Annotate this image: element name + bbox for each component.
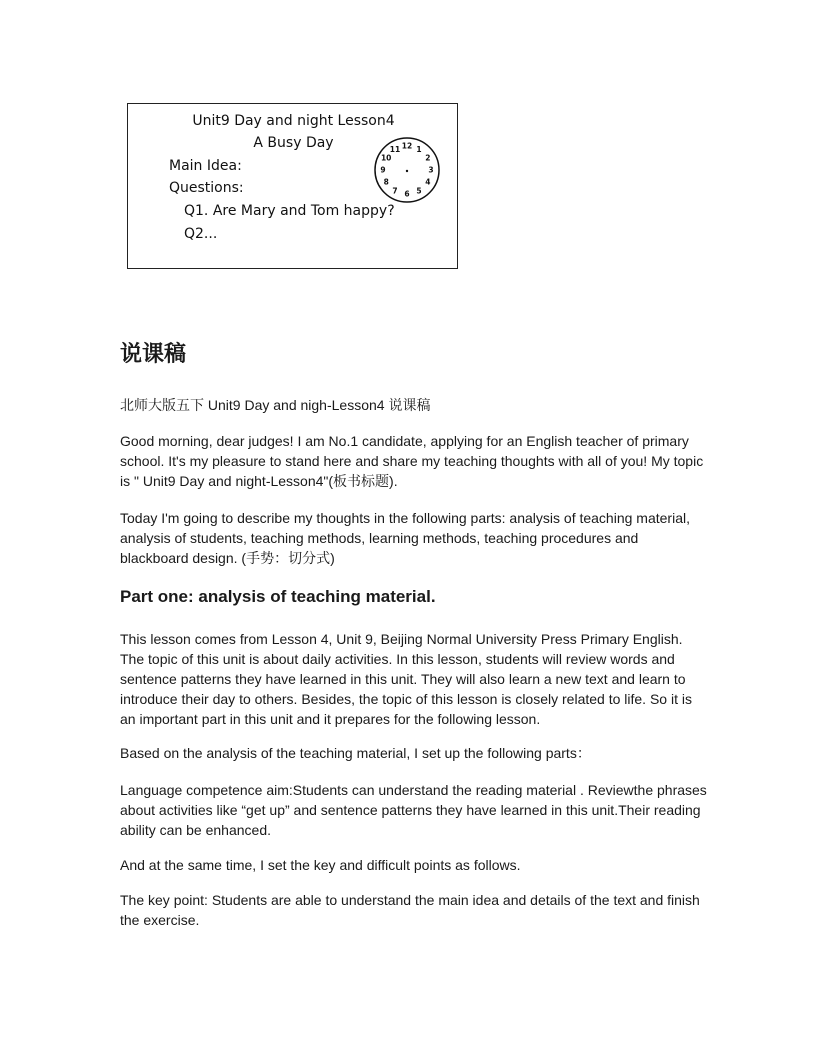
material-paragraph: This lesson comes from Lesson 4, Unit 9, Beijing Normal University Press Primary English. The topic of this unit is about daily activities. In this lesson, students will review words and sentence patterns they have learned in this unit. They will also learn a new text and learn to introduce their day to others. Besides, the topic of this lesson is closely related to life. So it is an important part in this unit and it prepares for the following lesson. [120, 631, 692, 727]
clock-number: 4 [425, 177, 431, 187]
board-main-idea: Main Idea: [169, 158, 242, 174]
document-subtitle: 北师大版五下 Unit9 Day and nigh-Lesson4 说课稿 [120, 397, 431, 413]
setup-paragraph: Based on the analysis of the teaching material, I set up the following parts： [120, 745, 591, 761]
clock-number: 7 [392, 186, 398, 196]
board-question-1: Q1. Are Mary and Tom happy? [184, 203, 395, 219]
intro-paragraph: Good morning, dear judges! I am No.1 candidate, applying for an English teacher of primary school. It's my pleasure to stand here and share my teaching thoughts with all of you! My topic is " Unit9 Day and night-Lesson4"(板书标题). [120, 433, 704, 489]
clock-number: 6 [404, 189, 410, 199]
key-points-intro: And at the same time, I set the key and difficult points as follows. [120, 857, 521, 873]
clock-number: 12 [401, 141, 413, 151]
board-subtitle: A Busy Day [253, 135, 334, 151]
clock-number: 5 [416, 186, 422, 196]
key-point-paragraph: The key point: Students are able to understand the main idea and details of the text and finish the exercise. [120, 892, 700, 928]
page-title: 说课稿 [120, 342, 187, 367]
clock-number: 1 [416, 144, 422, 154]
clock-number: 10 [380, 153, 392, 163]
board-question-2: Q2... [184, 226, 218, 242]
section-heading: Part one: analysis of teaching material. [120, 587, 436, 606]
outline-paragraph: Today I'm going to describe my thoughts in the following parts: analysis of teaching material, analysis of students, teaching methods, learning methods, teaching procedures and blackboard design. (手势：切分式) [120, 510, 690, 566]
clock-number: 9 [380, 165, 386, 175]
aim-paragraph: Language competence aim:Students can understand the reading material . Reviewthe phrases about activities like “get up” and sentence patterns they have learned in this unit.Their reading ability can be enhanced. [120, 782, 707, 838]
board-title: Unit9 Day and night Lesson4 [192, 113, 395, 129]
clock-icon [373, 136, 441, 204]
clock-number: 3 [428, 165, 434, 175]
clock-number: 2 [425, 153, 431, 163]
board-questions: Questions: [169, 180, 244, 196]
clock-number: 11 [389, 144, 401, 154]
blackboard-design-image [127, 103, 458, 269]
clock-number: 8 [383, 177, 389, 187]
